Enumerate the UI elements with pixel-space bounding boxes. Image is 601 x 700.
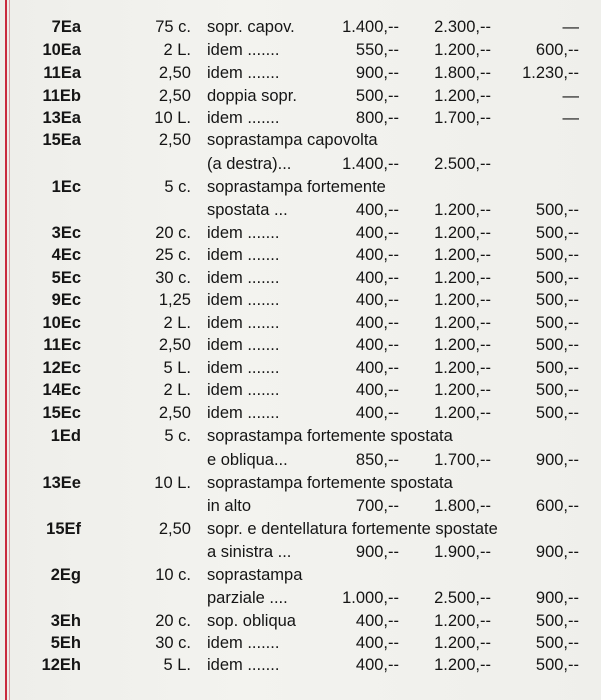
table-row: [0, 518, 601, 540]
price-mint: 400,--: [355, 269, 399, 287]
catalog-code: 3Eh: [50, 612, 81, 630]
price-used: 2.500,--: [434, 155, 491, 173]
price-mint: 400,--: [355, 381, 399, 399]
variety-description: idem .......: [207, 64, 280, 82]
table-row: [0, 267, 601, 289]
table-row: [0, 425, 601, 447]
catalog-code: 5Ec: [51, 269, 81, 287]
price-mint: 400,--: [355, 201, 399, 219]
table-row: [0, 357, 601, 379]
stamp-value: 30 c.: [155, 269, 191, 287]
catalog-code: 10Ea: [42, 41, 81, 59]
price-cover: —: [562, 109, 579, 127]
table-row: [0, 129, 601, 151]
price-mint: 700,--: [355, 497, 399, 515]
variety-description: doppia sopr.: [207, 87, 297, 105]
table-row: [0, 632, 601, 654]
table-row: [0, 654, 601, 676]
table-row: [0, 312, 601, 334]
variety-description: spostata ...: [207, 201, 288, 219]
price-cover: 500,--: [535, 612, 579, 630]
price-mint: 400,--: [355, 291, 399, 309]
price-used: 1.200,--: [434, 291, 491, 309]
price-cover: 500,--: [535, 656, 579, 674]
price-used: 1.900,--: [434, 543, 491, 561]
variety-description: sopr. capov.: [207, 18, 295, 36]
stamp-value: 2 L.: [163, 381, 191, 399]
catalog-code: 15Ef: [46, 520, 81, 538]
price-mint: 1.400,--: [342, 155, 399, 173]
table-row: [0, 564, 601, 586]
variety-description: (a destra)...: [207, 155, 292, 173]
variety-description: idem .......: [207, 314, 280, 332]
price-used: 1.200,--: [434, 314, 491, 332]
table-row: [0, 610, 601, 632]
stamp-value: 2 L.: [163, 314, 191, 332]
price-used: 1.700,--: [434, 109, 491, 127]
variety-description: idem .......: [207, 291, 280, 309]
price-cover: 500,--: [535, 359, 579, 377]
table-row: [0, 107, 601, 129]
variety-description: idem .......: [207, 41, 280, 59]
price-used: 2.300,--: [434, 18, 491, 36]
stamp-value: 2,50: [158, 520, 191, 538]
variety-description: idem .......: [207, 381, 280, 399]
variety-description: sopr. e dentellatura fortemente spostate: [207, 520, 498, 538]
price-used: 1.700,--: [434, 451, 491, 469]
price-mint: 400,--: [355, 359, 399, 377]
price-used: 1.200,--: [434, 381, 491, 399]
catalog-code: 11Ec: [43, 336, 81, 354]
catalog-code: 11Eb: [42, 87, 81, 105]
variety-description: e obliqua...: [207, 451, 288, 469]
stamp-value: 2,50: [158, 131, 191, 149]
price-mint: 400,--: [355, 336, 399, 354]
price-used: 1.200,--: [434, 246, 491, 264]
catalog-code: 11Ea: [43, 64, 81, 82]
table-row: [0, 334, 601, 356]
stamp-value: 2,50: [158, 87, 191, 105]
price-used: 1.200,--: [434, 656, 491, 674]
stamp-value: 5 L.: [163, 359, 191, 377]
table-row: [0, 16, 601, 38]
catalog-code: 10Ec: [42, 314, 81, 332]
stamp-value: 10 c.: [155, 566, 191, 584]
catalog-code: 13Ea: [42, 109, 81, 127]
table-row: [0, 244, 601, 266]
price-mint: 400,--: [355, 656, 399, 674]
price-mint: 900,--: [355, 543, 399, 561]
price-mint: 1.400,--: [342, 18, 399, 36]
price-used: 1.200,--: [434, 41, 491, 59]
table-row: [0, 587, 601, 609]
price-used: 1.800,--: [434, 64, 491, 82]
variety-description: idem .......: [207, 634, 280, 652]
variety-description: idem .......: [207, 224, 280, 242]
table-row: [0, 495, 601, 517]
variety-description: parziale ....: [207, 589, 288, 607]
price-mint: 500,--: [355, 87, 399, 105]
table-row: [0, 176, 601, 198]
variety-description: soprastampa: [207, 566, 303, 584]
catalog-code: 4Ec: [51, 246, 81, 264]
variety-description: idem .......: [207, 359, 280, 377]
price-mint: 400,--: [355, 224, 399, 242]
stamp-value: 30 c.: [155, 634, 191, 652]
price-used: 1.200,--: [434, 224, 491, 242]
variety-description: idem .......: [207, 336, 280, 354]
variety-description: idem .......: [207, 109, 280, 127]
stamp-value: 2 L.: [163, 41, 191, 59]
table-row: [0, 541, 601, 563]
price-cover: —: [562, 18, 579, 36]
price-cover: 500,--: [535, 634, 579, 652]
catalog-code: 15Ec: [42, 404, 81, 422]
table-row: [0, 379, 601, 401]
price-mint: 400,--: [355, 612, 399, 630]
table-row: [0, 472, 601, 494]
catalog-code: 12Eh: [41, 656, 81, 674]
catalog-code: 13Ee: [42, 474, 81, 492]
price-cover: —: [562, 87, 579, 105]
variety-description: idem .......: [207, 246, 280, 264]
catalog-code: 9Ec: [51, 291, 81, 309]
price-mint: 400,--: [355, 404, 399, 422]
price-used: 1.200,--: [434, 634, 491, 652]
catalog-code: 12Ec: [42, 359, 81, 377]
variety-description: soprastampa fortemente: [207, 178, 386, 196]
variety-description: idem .......: [207, 269, 280, 287]
price-cover: 500,--: [535, 336, 579, 354]
price-used: 1.200,--: [434, 404, 491, 422]
price-mint: 850,--: [355, 451, 399, 469]
price-used: 1.200,--: [434, 359, 491, 377]
price-mint: 400,--: [355, 314, 399, 332]
variety-description: idem .......: [207, 404, 280, 422]
variety-description: idem .......: [207, 656, 280, 674]
price-used: 1.200,--: [434, 612, 491, 630]
price-cover: 900,--: [535, 589, 579, 607]
price-cover: 500,--: [535, 246, 579, 264]
price-mint: 800,--: [355, 109, 399, 127]
price-cover: 500,--: [535, 404, 579, 422]
table-row: [0, 222, 601, 244]
price-cover: 500,--: [535, 291, 579, 309]
table-row: [0, 402, 601, 424]
price-used: 1.800,--: [434, 497, 491, 515]
price-used: 1.200,--: [434, 269, 491, 287]
price-cover: 500,--: [535, 314, 579, 332]
price-used: 1.200,--: [434, 201, 491, 219]
catalog-code: 15Ea: [42, 131, 81, 149]
table-row: [0, 39, 601, 61]
stamp-value: 10 L.: [154, 474, 191, 492]
table-row: [0, 199, 601, 221]
stamp-value: 2,50: [158, 336, 191, 354]
price-cover: 900,--: [535, 543, 579, 561]
price-used: 1.200,--: [434, 87, 491, 105]
price-used: 1.200,--: [434, 336, 491, 354]
price-cover: 500,--: [535, 201, 579, 219]
stamp-value: 10 L.: [154, 109, 191, 127]
stamp-value: 5 L.: [163, 656, 191, 674]
price-mint: 400,--: [355, 634, 399, 652]
price-used: 2.500,--: [434, 589, 491, 607]
stamp-value: 5 c.: [164, 427, 191, 445]
price-cover: 500,--: [535, 381, 579, 399]
variety-description: soprastampa fortemente spostata: [207, 474, 453, 492]
price-cover: 1.230,--: [522, 64, 579, 82]
variety-description: soprastampa fortemente spostata: [207, 427, 453, 445]
variety-description: in alto: [207, 497, 252, 515]
catalog-code: 2Eg: [50, 566, 81, 584]
price-cover: 900,--: [535, 451, 579, 469]
catalog-code: 1Ed: [50, 427, 81, 445]
table-row: [0, 289, 601, 311]
variety-description: soprastampa capovolta: [207, 131, 378, 149]
price-mint: 550,--: [355, 41, 399, 59]
catalog-code: 14Ec: [42, 381, 81, 399]
stamp-value: 2,50: [158, 404, 191, 422]
price-cover: 600,--: [535, 41, 579, 59]
catalog-code: 1Ec: [51, 178, 81, 196]
price-mint: 1.000,--: [342, 589, 399, 607]
stamp-value: 2,50: [158, 64, 191, 82]
stamp-value: 5 c.: [164, 178, 191, 196]
table-row: [0, 449, 601, 471]
catalog-code: 3Ec: [51, 224, 81, 242]
variety-description: sop. obliqua: [207, 612, 296, 630]
variety-description: a sinistra ...: [207, 543, 292, 561]
price-cover: 500,--: [535, 269, 579, 287]
price-mint: 900,--: [355, 64, 399, 82]
stamp-value: 20 c.: [155, 224, 191, 242]
stamp-value: 1,25: [158, 291, 191, 309]
stamp-value: 25 c.: [155, 246, 191, 264]
stamp-value: 20 c.: [155, 612, 191, 630]
price-cover: 500,--: [535, 224, 579, 242]
table-row: [0, 62, 601, 84]
catalog-code: 7Ea: [51, 18, 81, 36]
stamp-value: 75 c.: [155, 18, 191, 36]
price-mint: 400,--: [355, 246, 399, 264]
price-cover: 600,--: [535, 497, 579, 515]
table-row: [0, 153, 601, 175]
table-row: [0, 85, 601, 107]
catalog-code: 5Eh: [50, 634, 81, 652]
